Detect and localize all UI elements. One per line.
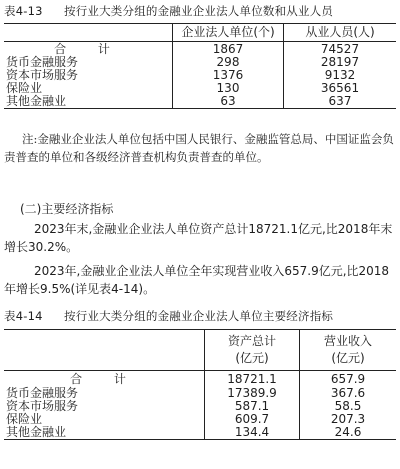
table2-header-assets <box>205 330 300 371</box>
header-assets-line2: (亿元) <box>235 351 269 365</box>
section-title: (二)主要经济指标 <box>20 202 114 216</box>
row-label: 保险业 <box>6 412 43 426</box>
row-label: 合 计 <box>70 371 140 386</box>
table1-note: 注:金融业企业法人单位包括中国人民银行、金融监管总局、中国证监会负责普查的单位和各级经济普查机构负责普查的单位。 <box>4 132 394 164</box>
table2-header-corner <box>4 330 205 371</box>
paragraph-assets: 2023年末,金融业企业法人单位资产总计18721.1亿元,比2018年末增长30.2%。 <box>4 222 393 254</box>
row-label: 合 计 <box>54 41 124 56</box>
table2-header-revenue <box>300 330 397 371</box>
cell-units: 1376 <box>173 69 284 82</box>
cell-units: 130 <box>173 82 284 95</box>
table-row <box>4 426 396 440</box>
cell-employees: 9132 <box>284 69 397 82</box>
table1-header-employees: 从业人员(人) <box>284 24 397 42</box>
cell-employees: 36561 <box>284 82 397 95</box>
table2-header-row <box>4 330 396 371</box>
table1-header-corner <box>4 24 173 42</box>
cell-employees: 637 <box>284 95 397 109</box>
cell-assets: 18721.1 <box>205 371 300 388</box>
table2-number: 表4-14 <box>4 309 43 323</box>
table1 <box>4 23 396 109</box>
cell-revenue: 24.6 <box>300 426 397 440</box>
table2-title: 按行业大类分组的金融业企业法人单位主要经济指标 <box>64 309 334 323</box>
table1-number: 表4-13 <box>4 4 43 18</box>
header-revenue-line1: 营业收入 <box>323 334 372 348</box>
table2 <box>4 329 396 440</box>
cell-employees: 74527 <box>284 42 397 57</box>
cell-units: 1867 <box>173 42 284 57</box>
table1-title: 按行业大类分组的金融业企业法人单位数和从业人员 <box>64 4 334 18</box>
cell-revenue: 657.9 <box>300 371 397 388</box>
header-revenue-line2: (亿元) <box>331 351 365 365</box>
row-label: 其他金融业 <box>4 95 173 109</box>
cell-revenue: 207.3 <box>300 413 397 426</box>
cell-assets: 17389.9 <box>205 387 300 400</box>
row-label: 资本市场服务 <box>6 68 79 82</box>
cell-employees: 28197 <box>284 56 397 69</box>
table-row <box>4 42 396 57</box>
table1-header-row <box>4 24 396 42</box>
table-row <box>4 95 396 109</box>
row-label: 货币金融服务 <box>6 55 79 69</box>
header-assets-line1: 资产总计 <box>227 334 276 348</box>
cell-revenue: 58.5 <box>300 400 397 413</box>
row-label: 货币金融服务 <box>6 386 79 400</box>
table2-caption <box>4 308 333 324</box>
row-label: 资本市场服务 <box>6 399 79 413</box>
cell-revenue: 367.6 <box>300 387 397 400</box>
cell-assets: 609.7 <box>205 413 300 426</box>
table-row <box>4 371 396 388</box>
table1-caption <box>4 3 333 19</box>
cell-assets: 587.1 <box>205 400 300 413</box>
cell-assets: 134.4 <box>205 426 300 440</box>
paragraph-revenue: 2023年,金融业企业法人单位全年实现营业收入657.9亿元,比2018年增长9.5%(详见表4-14)。 <box>4 264 390 296</box>
row-label: 保险业 <box>6 81 43 95</box>
row-label: 其他金融业 <box>4 426 205 440</box>
cell-units: 63 <box>173 95 284 109</box>
cell-units: 298 <box>173 56 284 69</box>
table1-header-units: 企业法人单位(个) <box>173 24 284 42</box>
